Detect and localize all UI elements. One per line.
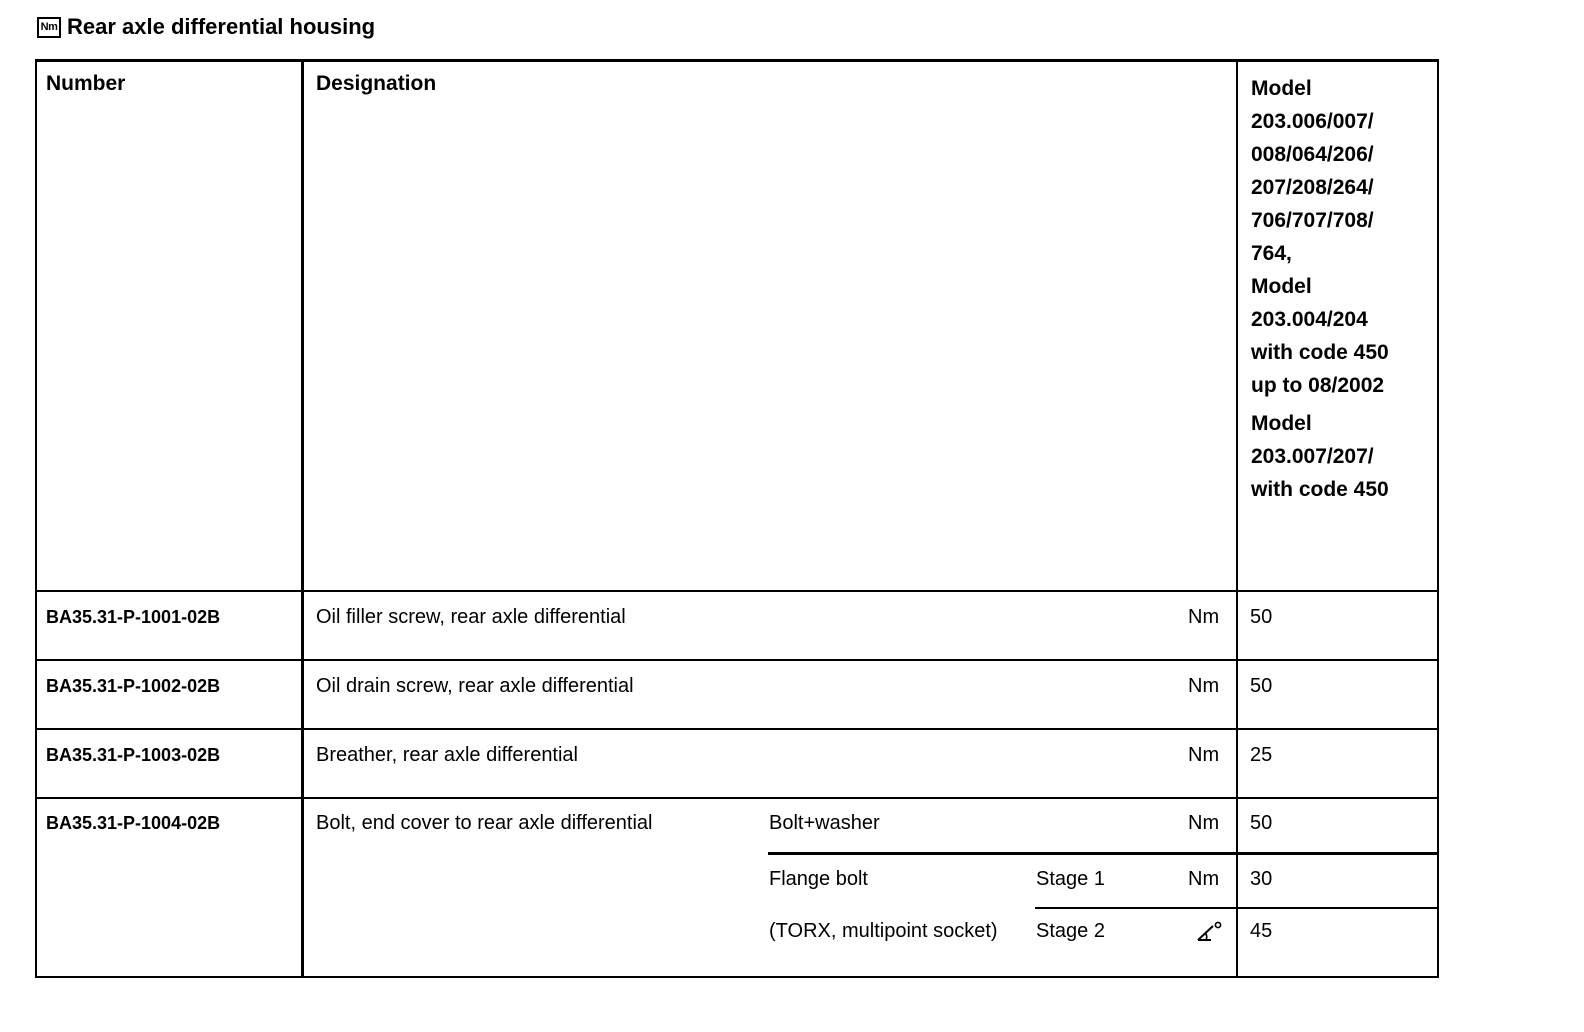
sub-row-divider <box>1035 907 1439 909</box>
row-number: BA35.31-P-1001-02B <box>46 607 221 627</box>
model-line: 203.004/204 <box>1251 308 1368 331</box>
model-line: Model <box>1251 77 1312 100</box>
model-line: up to 08/2002 <box>1251 374 1385 397</box>
row-number: BA35.31-P-1002-02B <box>46 676 221 696</box>
column-divider <box>301 59 304 978</box>
model-line: 706/707/708/ <box>1251 209 1374 232</box>
model-line: with code 450 <box>1251 478 1389 501</box>
page-header <box>37 12 375 42</box>
model-line: with code 450 <box>1251 341 1389 364</box>
row-designation: Bolt, end cover to rear axle differential <box>316 812 653 834</box>
sub-row-value: 45 <box>1250 920 1273 942</box>
row-unit: Nm <box>1188 606 1220 628</box>
row-value: 25 <box>1250 744 1273 766</box>
sub-row-unit: Nm <box>1188 868 1220 890</box>
table-right-border <box>1437 59 1439 978</box>
model-line: 008/064/206/ <box>1251 143 1374 166</box>
model-line: 203.007/207/ <box>1251 445 1374 468</box>
header-designation: Designation <box>316 72 437 95</box>
sub-row-stage: Stage 1 <box>1036 868 1105 890</box>
row-designation: Breather, rear axle differential <box>316 744 579 766</box>
sub-row-part: Bolt+washer <box>769 812 880 834</box>
table-left-border <box>35 59 37 978</box>
row-unit: Nm <box>1188 744 1220 766</box>
model-group-b <box>1251 407 1431 506</box>
row-designation: Oil filler screw, rear axle differential <box>316 606 626 628</box>
row-designation: Oil drain screw, rear axle differential <box>316 675 634 697</box>
table-bottom-border <box>35 976 1439 978</box>
table-top-border <box>35 59 1439 62</box>
header-number: Number <box>46 72 126 95</box>
sub-row-value: 30 <box>1250 868 1273 890</box>
sub-row-part: Flange bolt <box>769 868 868 890</box>
sub-row-value: 50 <box>1250 812 1273 834</box>
row-divider <box>35 728 1439 730</box>
column-divider <box>1236 59 1238 978</box>
page-title: Rear axle differential housing <box>67 14 376 39</box>
header-model <box>1251 72 1431 506</box>
row-value: 50 <box>1250 675 1273 697</box>
row-divider <box>35 797 1439 799</box>
sub-row-stage: Stage 2 <box>1036 920 1105 942</box>
row-divider <box>35 659 1439 661</box>
row-divider <box>35 590 1439 592</box>
model-line: Model <box>1251 412 1312 435</box>
model-group-a <box>1251 72 1431 402</box>
row-value: 50 <box>1250 606 1273 628</box>
model-line: 203.006/007/ <box>1251 110 1374 133</box>
sub-row-unit: Nm <box>1188 812 1220 834</box>
row-number: BA35.31-P-1003-02B <box>46 745 221 765</box>
row-unit: Nm <box>1188 675 1220 697</box>
model-line: 764, <box>1251 242 1292 265</box>
sub-row-part: (TORX, multipoint socket) <box>769 920 998 942</box>
sub-row-divider <box>768 852 1439 855</box>
model-line: 207/208/264/ <box>1251 176 1374 199</box>
model-line: Model <box>1251 275 1312 298</box>
angle-degree-icon <box>1195 919 1223 948</box>
torque-nm-icon: Nm <box>37 17 61 38</box>
row-number: BA35.31-P-1004-02B <box>46 813 221 833</box>
